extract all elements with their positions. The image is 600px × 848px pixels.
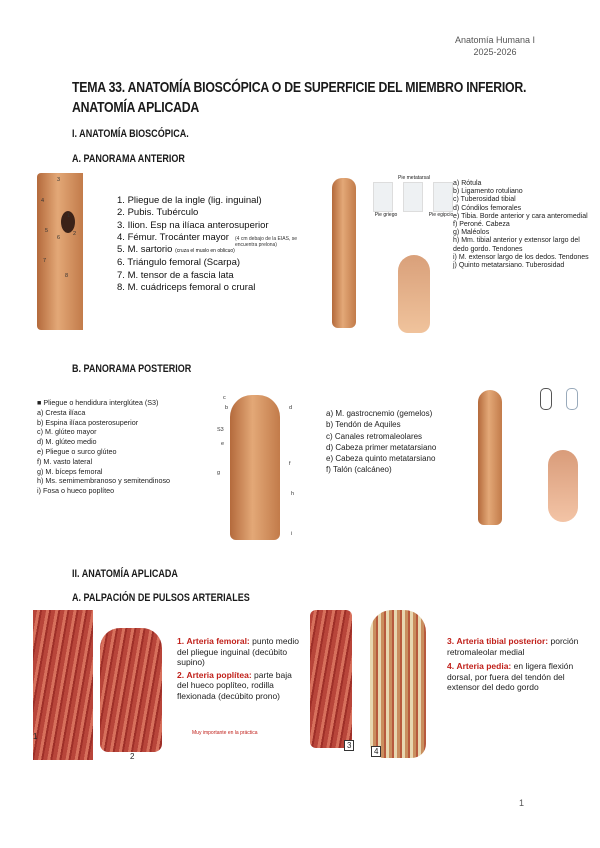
clinical-note: Muy importante en la práctica — [192, 730, 258, 736]
anterior-foot-photo — [398, 255, 430, 333]
foot-type-left-label: Pie griego — [374, 212, 398, 218]
photo-label: 2 — [73, 231, 77, 237]
subsection-pulses: A. PALPACIÓN DE PULSOS ARTERIALES — [72, 592, 250, 604]
anterior-leg-photo — [322, 178, 364, 328]
list-item: c) Canales retromaleolares — [326, 431, 423, 441]
page-number: 1 — [519, 798, 525, 808]
foot-type-right-label: Pie egipcio — [428, 212, 454, 218]
photo-label: i — [291, 531, 293, 537]
page-title — [72, 78, 526, 118]
photo-label: 1 — [67, 213, 71, 219]
footprint-icon — [566, 388, 578, 410]
section-1-heading: I. ANATOMÍA BIOSCÓPICA. — [72, 128, 189, 140]
list-item: g) M. bíceps femoral — [37, 466, 103, 476]
list-item: g) Maléolos — [453, 229, 490, 237]
page-header — [430, 34, 560, 58]
list-item: 2. Arteria poplítea: parte baja del hueco poplíteo, rodilla flexionada (decúbito prono) — [177, 669, 292, 701]
list-item: d) Cabeza primer metatarsiano — [326, 442, 437, 452]
list-item: h) Mm. tibial anterior y extensor largo del dedo gordo. Tendones — [453, 237, 580, 253]
photo-label: g — [217, 470, 221, 476]
list-item: e) Pliegue o surco glúteo — [37, 446, 117, 456]
photo-label: c — [223, 395, 226, 401]
list-item: b) Tendón de Aquiles — [326, 420, 401, 430]
photo-label: f — [289, 461, 291, 467]
photo-label: 4 — [41, 198, 45, 204]
list-item: 1. Arteria femoral: punto medio del pliegue inguinal (decúbito supino) — [177, 636, 299, 667]
posterior-tibial-dissection-image — [310, 610, 352, 748]
foot-sketch — [373, 182, 393, 212]
photo-label: e — [221, 441, 225, 447]
foot-sketch — [403, 182, 423, 212]
list-item: 3. Ilion. Esp na ilíaca anterosuperior — [117, 219, 269, 231]
foot-sketch — [433, 182, 453, 212]
photo-label: 8 — [65, 273, 69, 279]
list-item: a) M. gastrocnemio (gemelos) — [326, 409, 433, 418]
list-item: d) M. glúteo medio — [37, 437, 97, 447]
list-item: d) Cóndilos femorales — [453, 204, 522, 212]
list-item: 3. Arteria tibial posterior: porción retromaleolar medial — [447, 636, 579, 657]
femoral-dissection-image — [33, 610, 93, 760]
footprint-icon — [540, 388, 552, 410]
title-line-1: TEMA 33. ANATOMÍA BIOSCÓPICA O DE SUPERFICIE DEL MIEMBRO INFERIOR. — [72, 79, 527, 96]
photo-label: d — [289, 405, 293, 411]
list-item: f) M. vasto lateral — [37, 456, 93, 466]
posterior-landmark-list — [37, 398, 170, 496]
figure-number: 3 — [344, 740, 354, 751]
list-item: 7. M. tensor de a fascia lata — [117, 269, 234, 281]
list-item: a) Rótula — [453, 180, 482, 187]
pulses-left-list — [177, 636, 302, 701]
list-item: f) Talón (calcáneo) — [326, 465, 392, 475]
dorsalis-pedis-dissection-image — [370, 610, 426, 758]
list-item: b) Espina ilíaca posterosuperior — [37, 417, 139, 427]
anterior-thigh-photo — [37, 173, 83, 330]
foot-type-top-label: Pie metatarsal — [398, 175, 430, 181]
photo-label: 7 — [43, 258, 47, 264]
figure-number: 4 — [371, 746, 381, 757]
leg-posterior-list — [326, 408, 436, 476]
list-item: c) M. glúteo mayor — [37, 427, 97, 437]
list-item: ■ Pliegue o hendidura interglútea (S3) — [37, 398, 159, 407]
popliteal-dissection-image — [100, 628, 162, 752]
list-item: i) Fosa o hueco poplíteo — [37, 486, 115, 496]
title-line-2: ANATOMÍA APLICADA — [72, 99, 200, 116]
photo-label: 6 — [57, 235, 61, 241]
section-2-heading: II. ANATOMÍA APLICADA — [72, 568, 178, 580]
academic-year: 2025-2026 — [473, 47, 517, 57]
list-item: b) Ligamento rotuliano — [453, 188, 523, 196]
list-item: h) Ms. semimembranoso y semitendinoso — [37, 476, 171, 486]
posterior-thigh-photo — [215, 395, 305, 540]
list-item: e) Tibia. Borde anterior y cara anteromedial — [453, 212, 588, 220]
list-item: 8. M. cuádriceps femoral o crural — [117, 282, 256, 294]
photo-label: S3 — [217, 427, 224, 433]
subsection-anterior: A. PANORAMA ANTERIOR — [72, 153, 185, 165]
list-item: 6. Triángulo femoral (Scarpa) — [117, 257, 241, 269]
photo-label: 5 — [45, 228, 49, 234]
photo-label: 3 — [57, 177, 61, 183]
list-item: c) Tuberosidad tibial — [453, 196, 516, 204]
list-item: 4. Arteria pedia: en ligera flexión dorsal, por fuera del tendón del extensor del dedo gordo — [447, 661, 574, 692]
list-item: f) Peroné. Cabeza — [453, 221, 510, 229]
course-name: Anatomía Humana I — [454, 35, 536, 45]
list-item: j) Quinto metatarsiano. Tuberosidad — [453, 262, 565, 270]
figure-number: 1 — [33, 732, 38, 741]
list-item: 1. Pliegue de la ingle (lig. inguinal) — [117, 195, 262, 206]
photo-label: h — [291, 491, 295, 497]
figure-number: 2 — [130, 752, 135, 761]
leg-shape — [332, 178, 356, 328]
thigh-shape — [230, 395, 280, 540]
list-item: 4. Fémur. Trocánter mayor — [117, 231, 229, 243]
list-item: e) Cabeza quinto metatarsiano — [326, 454, 436, 464]
sole-photo — [548, 450, 578, 522]
list-item: a) Cresta ilíaca — [37, 407, 86, 417]
list-item: 5. M. sartorio (cruza el muslo en oblicuo) — [117, 244, 235, 256]
sartorius-note: (cruza el muslo en oblicuo) — [175, 248, 235, 255]
subsection-posterior: B. PANORAMA POSTERIOR — [72, 363, 192, 375]
list-item: 2. Pubis. Tubérculo — [117, 207, 199, 219]
leg-anterior-list — [453, 180, 593, 270]
pulses-right-list — [447, 636, 582, 693]
posterior-leg-photo — [478, 390, 502, 525]
photo-label: b — [225, 405, 229, 411]
list-item: i) M. extensor largo de los dedos. Tendones — [453, 253, 589, 261]
trochanter-note: (4 cm debajo de la EIAS, se encuentra prelona) — [235, 236, 297, 248]
